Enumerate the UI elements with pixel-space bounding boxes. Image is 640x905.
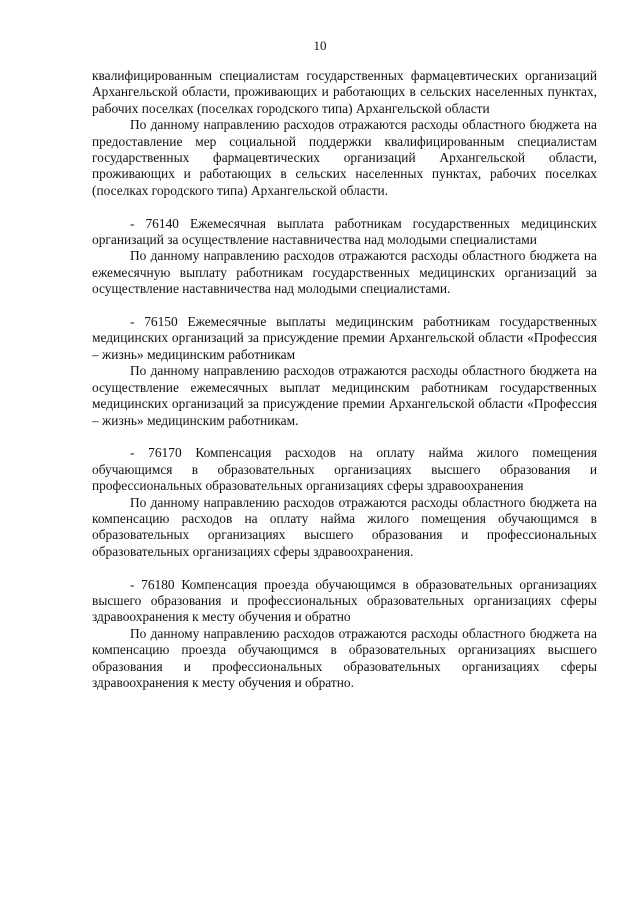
- paragraph-description: По данному направлению расходов отражаются расходы областного бюджета на компенсацию проезда обучающимся в образовательных организациях высшего образования и профессиональных образовательных организациях сферы здравоохранения к месту обучения и обратно.: [92, 625, 597, 690]
- item-heading-76170: - 76170 Компенсация расходов на оплату найма жилого помещения обучающимся в образовательных организациях высшего образования и профессиональных образовательных организациях сферы здравоохранения: [92, 445, 597, 494]
- paragraph-description: По данному направлению расходов отражаются расходы областного бюджета на осуществление ежемесячных выплат медицинским работникам государственных медицинских организаций за присуждение премии Архангельской области «Профессия – жизнь» медицинским работникам.: [92, 363, 597, 428]
- document-body: [92, 68, 597, 691]
- item-heading-76180: - 76180 Компенсация проезда обучающимся в образовательных организациях высшего образования и профессиональных образовательных организациях сферы здравоохранения к месту обучения и обратно: [92, 576, 597, 625]
- paragraph-description: По данному направлению расходов отражаются расходы областного бюджета на предоставление мер социальной поддержки квалифицированным специалистам государственных фармацевтических организаций Архангельской области, проживающих и работающих в сельских населенных пунктах, рабочих поселках (поселках городского типа) Архангельской области.: [92, 117, 597, 198]
- item-heading-76150: - 76150 Ежемесячные выплаты медицинским работникам государственных медицинских организаций за присуждение премии Архангельской области «Профессия – жизнь» медицинским работникам: [92, 314, 597, 362]
- item-heading-76140: - 76140 Ежемесячная выплата работникам государственных медицинских организаций за осуществление наставничества над молодыми специалистами: [92, 215, 597, 248]
- paragraph-description: По данному направлению расходов отражаются расходы областного бюджета на компенсацию расходов на оплату найма жилого помещения обучающимся в образовательных организациях высшего образования и профессиональных образовательных организациях сферы здравоохранения.: [92, 494, 597, 559]
- paragraph-description: По данному направлению расходов отражаются расходы областного бюджета на ежемесячную выплату работникам государственных медицинских организаций за осуществление наставничества над молодыми специалистами.: [92, 248, 597, 297]
- page-number: 10: [313, 38, 327, 53]
- paragraph-continuation: квалифицированным специалистам государственных фармацевтических организаций Архангельской области, проживающих и работающих в сельских населенных пунктах, рабочих поселках (поселках городского типа) Архангельской области: [92, 68, 597, 116]
